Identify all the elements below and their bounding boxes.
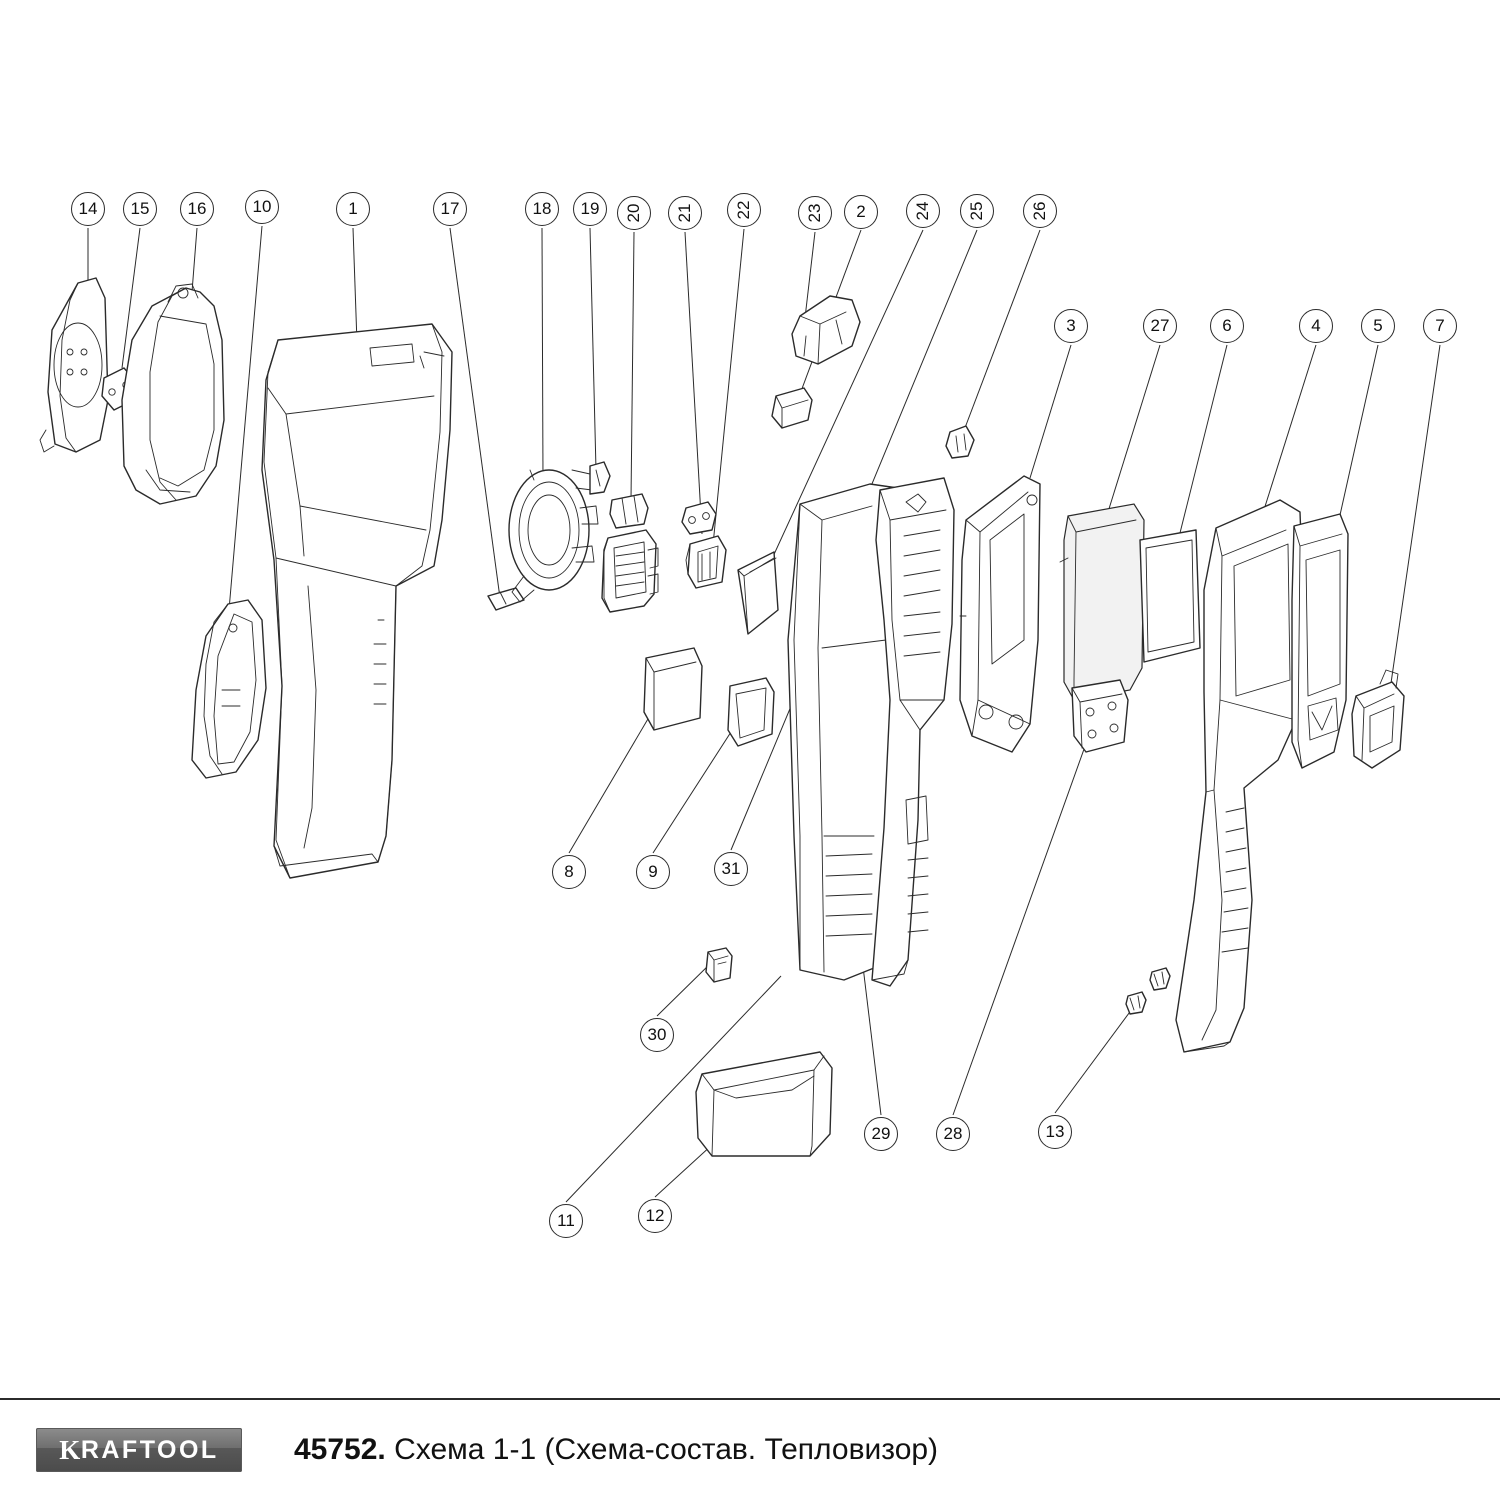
callout-30[interactable]: 30 [640, 1018, 674, 1052]
part-port-cover [1352, 670, 1404, 768]
part-trigger-button [792, 296, 860, 364]
part-sensor-module [682, 502, 716, 534]
callout-11[interactable]: 11 [549, 1204, 583, 1238]
part-small-connector [686, 536, 726, 588]
part-ribbon-cable [738, 552, 778, 634]
sheet-caption [294, 1433, 938, 1467]
part-rubber-plug [946, 426, 974, 458]
brand-mark: K [59, 1434, 81, 1465]
part-rear-cover-plate [40, 278, 108, 452]
kraftool-logo [36, 1428, 242, 1472]
callout-8[interactable]: 8 [552, 855, 586, 889]
callout-20[interactable]: 20 [617, 196, 651, 230]
callout-17[interactable]: 17 [433, 192, 467, 226]
callout-28[interactable]: 28 [936, 1117, 970, 1151]
callout-26[interactable]: 26 [1023, 194, 1057, 228]
footer [0, 1400, 1500, 1500]
callout-6[interactable]: 6 [1210, 309, 1244, 343]
callout-3[interactable]: 3 [1054, 309, 1088, 343]
callout-15[interactable]: 15 [123, 192, 157, 226]
part-battery-door [644, 648, 702, 730]
callout-27[interactable]: 27 [1143, 309, 1177, 343]
callout-13[interactable]: 13 [1038, 1115, 1072, 1149]
part-lens-hood-bracket [122, 284, 224, 504]
callout-2[interactable]: 2 [844, 195, 878, 229]
callout-12[interactable]: 12 [638, 1199, 672, 1233]
callout-22[interactable]: 22 [727, 193, 761, 227]
callout-14[interactable]: 14 [71, 192, 105, 226]
part-inner-frame [960, 476, 1040, 752]
callout-31[interactable]: 31 [714, 852, 748, 886]
part-sensor-bracket [602, 494, 658, 612]
part-front-housing-shell [262, 324, 452, 878]
part-battery-pack [696, 1052, 832, 1156]
part-display-bezel [1292, 514, 1348, 768]
part-side-grip-pad [192, 600, 266, 778]
callout-24[interactable]: 24 [906, 194, 940, 228]
callout-5[interactable]: 5 [1361, 309, 1395, 343]
callout-1[interactable]: 1 [336, 192, 370, 226]
part-trigger-block [772, 388, 812, 428]
part-lcd-display [1140, 530, 1200, 662]
callout-16[interactable]: 16 [180, 192, 214, 226]
callout-23[interactable]: 23 [798, 196, 832, 230]
part-main-pcb [1060, 504, 1144, 752]
sheet-title: Схема 1-1 (Схема-состав. Тепловизор) [394, 1433, 939, 1466]
part-switch-contact [706, 948, 732, 982]
callout-10[interactable]: 10 [245, 190, 279, 224]
part-strap-clip [488, 588, 524, 610]
callout-7[interactable]: 7 [1423, 309, 1457, 343]
callout-19[interactable]: 19 [573, 192, 607, 226]
part-lens-barrel [590, 462, 610, 494]
part-battery-seal [728, 678, 774, 746]
brand-word: RAFTOOL [80, 1435, 219, 1464]
sheet-code: 45752. [294, 1433, 386, 1466]
callout-9[interactable]: 9 [636, 855, 670, 889]
part-lens-ring [509, 470, 598, 602]
callout-18[interactable]: 18 [525, 192, 559, 226]
callout-29[interactable]: 29 [864, 1117, 898, 1151]
callout-4[interactable]: 4 [1299, 309, 1333, 343]
callout-21[interactable]: 21 [668, 196, 702, 230]
part-screw-set [1126, 968, 1170, 1014]
callout-25[interactable]: 25 [960, 194, 994, 228]
